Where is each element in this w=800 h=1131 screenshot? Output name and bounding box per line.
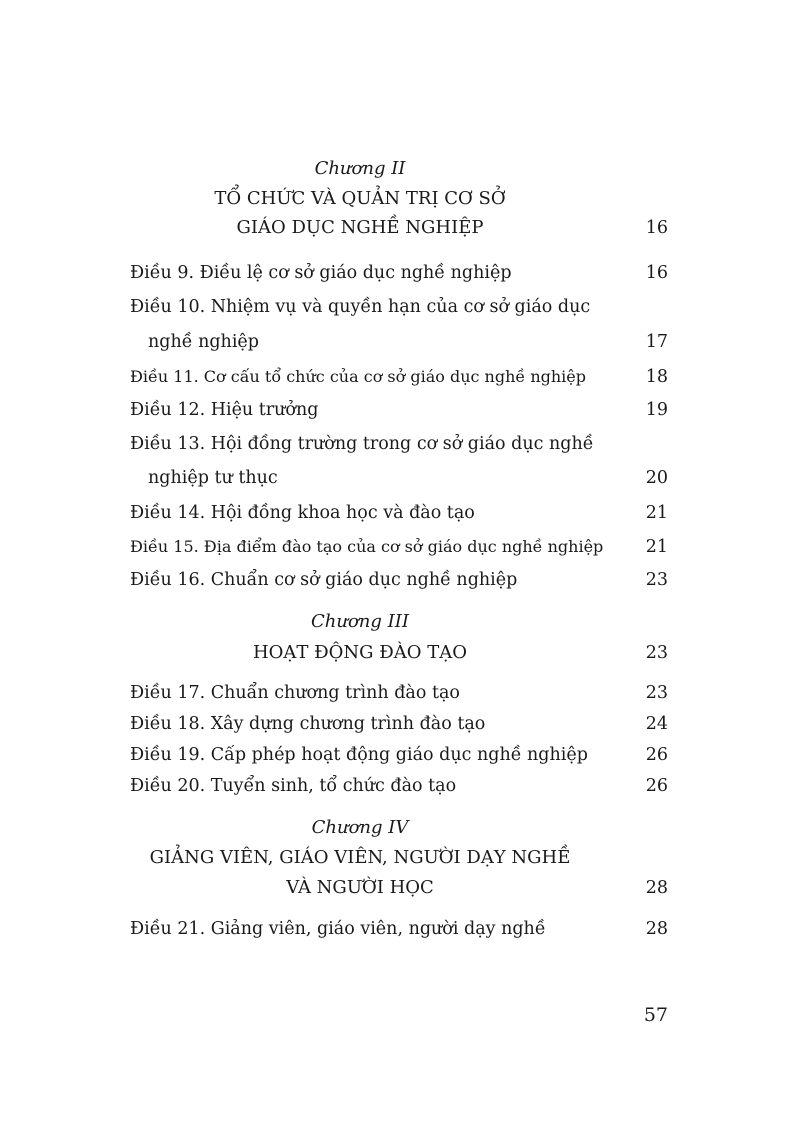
toc-entry-page: 20 bbox=[645, 468, 668, 488]
toc-entry-page: 23 bbox=[645, 570, 668, 590]
toc-entry: Điều 13. Hội đồng trường trong cơ sở giáo dục nghề bbox=[130, 434, 594, 454]
chapter-title-line: TỔ CHỨC VÀ QUẢN TRỊ CƠ SỞ bbox=[214, 188, 506, 209]
toc-entry: Điều 10. Nhiệm vụ và quyền hạn của cơ sở giáo dục bbox=[130, 297, 591, 317]
chapter-heading: Chương III bbox=[311, 611, 409, 632]
toc-entry-continuation: nghề nghiệp bbox=[148, 332, 259, 352]
toc-entry-continuation: nghiệp tư thục bbox=[148, 468, 278, 488]
chapter-title-line: VÀ NGƯỜI HỌC bbox=[286, 877, 434, 898]
chapter-title-line: GIẢNG VIÊN, GIÁO VIÊN, NGƯỜI DẠY NGHỀ bbox=[149, 847, 571, 868]
chapter-page-number: 28 bbox=[645, 878, 668, 898]
chapter-title-line: GIÁO DỤC NGHỀ NGHIỆP bbox=[236, 217, 484, 238]
page-number: 57 bbox=[643, 1004, 668, 1026]
chapter-page-number: 16 bbox=[645, 218, 668, 238]
toc-entry-page: 28 bbox=[645, 919, 668, 939]
toc-entry-page: 18 bbox=[645, 367, 668, 387]
toc-entry: Điều 18. Xây dựng chương trình đào tạo bbox=[130, 714, 486, 734]
toc-entry-page: 21 bbox=[645, 503, 668, 523]
toc-entry: Điều 11. Cơ cấu tổ chức của cơ sở giáo dục nghề nghiệp bbox=[130, 367, 587, 386]
toc-entry: Điều 14. Hội đồng khoa học và đào tạo bbox=[130, 503, 475, 523]
toc-entry: Điều 21. Giảng viên, giáo viên, người dạy nghề bbox=[130, 919, 546, 939]
chapter-title-line: HOẠT ĐỘNG ĐÀO TẠO bbox=[252, 642, 468, 663]
toc-entry-page: 26 bbox=[645, 776, 668, 796]
toc-entry: Điều 16. Chuẩn cơ sở giáo dục nghề nghiệp bbox=[130, 570, 518, 590]
toc-entry-page: 23 bbox=[645, 683, 668, 703]
toc-entry-page: 21 bbox=[645, 537, 668, 557]
chapter-heading: Chương IV bbox=[311, 817, 409, 838]
toc-entry-page: 26 bbox=[645, 745, 668, 765]
toc-entry-page: 24 bbox=[645, 714, 668, 734]
toc-entry-page: 16 bbox=[645, 263, 668, 283]
chapter-heading: Chương II bbox=[314, 158, 406, 179]
toc-entry: Điều 9. Điều lệ cơ sở giáo dục nghề nghiệp bbox=[130, 263, 512, 283]
chapter-page-number: 23 bbox=[645, 643, 668, 663]
toc-entry: Điều 20. Tuyển sinh, tổ chức đào tạo bbox=[130, 776, 457, 796]
toc-entry-page: 19 bbox=[645, 400, 668, 420]
toc-entry-page: 17 bbox=[645, 332, 668, 352]
toc-entry: Điều 17. Chuẩn chương trình đào tạo bbox=[130, 683, 460, 703]
toc-entry: Điều 12. Hiệu trưởng bbox=[130, 400, 319, 420]
toc-entry: Điều 19. Cấp phép hoạt động giáo dục nghề nghiệp bbox=[130, 745, 588, 765]
toc-entry: Điều 15. Địa điểm đào tạo của cơ sở giáo dục nghề nghiệp bbox=[130, 537, 604, 556]
